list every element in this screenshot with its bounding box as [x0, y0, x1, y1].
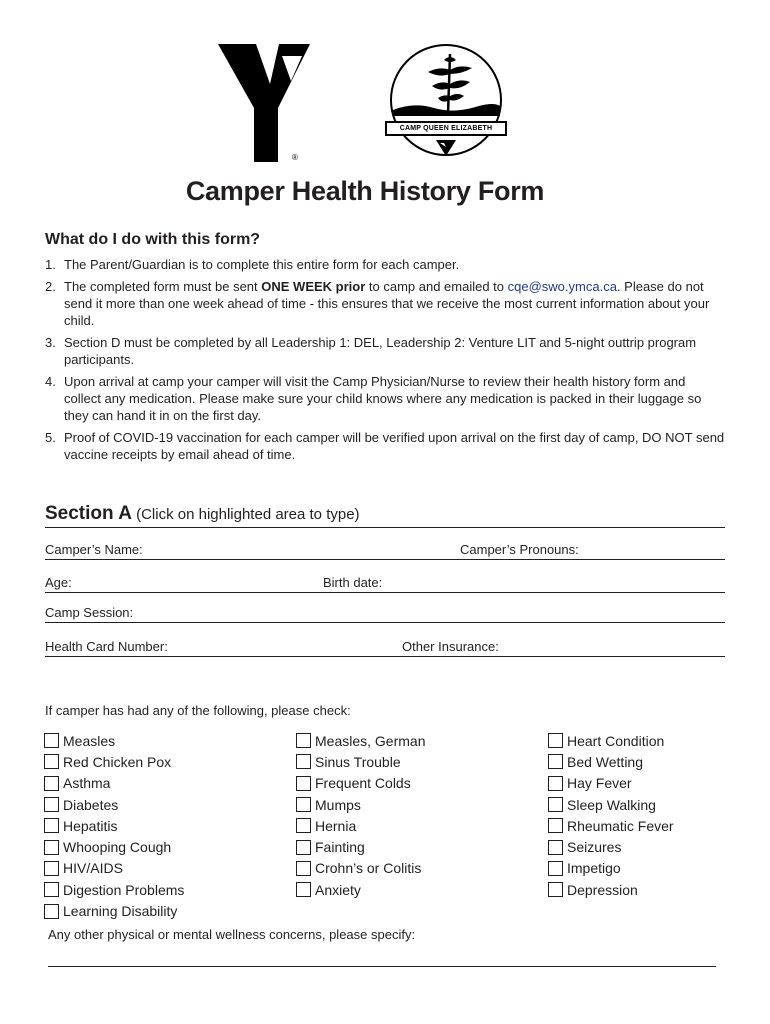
health-insurance-row	[45, 637, 725, 657]
instruction-list	[45, 256, 725, 468]
intro-heading: What do I do with this form?	[45, 231, 261, 248]
checklist-item[interactable]: Measles	[44, 730, 184, 751]
checkbox[interactable]	[44, 754, 59, 769]
checklist-column-2	[296, 730, 425, 900]
checkbox[interactable]	[296, 733, 311, 748]
checklist-item[interactable]: Red Chicken Pox	[44, 751, 184, 772]
checkbox[interactable]	[296, 776, 311, 791]
instruction-item: 5. Proof of COVID-19 vaccination for each camper will be verified upon arrival on the first day of camp, DO NOT send vaccine receipts by email ahead of time.	[45, 430, 725, 462]
other-concerns-field[interactable]	[48, 966, 716, 967]
camp-logo-text: CAMP QUEEN ELIZABETH	[399, 125, 493, 132]
checkbox[interactable]	[548, 861, 563, 876]
other-concerns-label: Any other physical or mental wellness concerns, please specify:	[48, 927, 416, 942]
checkbox[interactable]	[44, 882, 59, 897]
checklist-item[interactable]: Frequent Colds	[296, 773, 425, 794]
checkbox[interactable]	[44, 818, 59, 833]
checklist-item[interactable]: Hepatitis	[44, 815, 184, 836]
camp-session-row	[45, 603, 725, 623]
checklist-item[interactable]: Mumps	[296, 794, 425, 815]
checkbox[interactable]	[296, 754, 311, 769]
health-card-field[interactable]	[185, 637, 395, 656]
checklist-item[interactable]: Hernia	[296, 815, 425, 836]
campers-pronouns-field[interactable]	[590, 540, 725, 559]
checklist-item[interactable]: Learning Disability	[44, 900, 184, 921]
instruction-item: 1. The Parent/Guardian is to complete this entire form for each camper.	[45, 257, 460, 272]
checkbox[interactable]	[548, 818, 563, 833]
checklist-intro: If camper has had any of the following, please check:	[45, 703, 351, 718]
checklist-item[interactable]: Crohn’s or Colitis	[296, 858, 425, 879]
instruction-item: 4. Upon arrival at camp your camper will visit the Camp Physician/Nurse to review their health history form and collect any medication. Please make sure your child knows where any medication is packed in their luggage so they can hand it in on the first day.	[45, 374, 702, 423]
camp-queen-elizabeth-logo-icon	[384, 44, 508, 160]
checkbox[interactable]	[44, 733, 59, 748]
checklist-item[interactable]: Asthma	[44, 773, 184, 794]
birth-date-field[interactable]	[393, 573, 725, 592]
checkbox[interactable]	[296, 818, 311, 833]
checkbox[interactable]	[296, 882, 311, 897]
checklist-item[interactable]: Whooping Cough	[44, 836, 184, 857]
checkbox[interactable]	[44, 797, 59, 812]
section-a-heading: Section A (Click on highlighted area to type)	[45, 503, 725, 528]
checkbox[interactable]	[44, 776, 59, 791]
age-field[interactable]	[77, 573, 317, 592]
checklist-item[interactable]: HIV/AIDS	[44, 858, 184, 879]
email-link[interactable]: cqe@swo.ymca.ca	[507, 279, 617, 294]
checklist-item[interactable]: Seizures	[548, 836, 674, 857]
checklist-item[interactable]: Sleep Walking	[548, 794, 674, 815]
form-title: Camper Health History Form	[185, 176, 545, 206]
name-pronouns-row	[45, 540, 725, 560]
checklist-item[interactable]: Bed Wetting	[548, 751, 674, 772]
camp-session-label: Camp Session:	[45, 605, 134, 620]
checklist-item[interactable]: Depression	[548, 879, 674, 900]
other-insurance-label: Other Insurance:	[402, 639, 499, 654]
registered-mark: ®	[292, 153, 298, 162]
checkbox[interactable]	[548, 882, 563, 897]
checklist-item[interactable]: Measles, German	[296, 730, 425, 751]
checkbox[interactable]	[44, 904, 59, 919]
header-logos	[0, 44, 770, 162]
checkbox[interactable]	[296, 840, 311, 855]
checklist-column-3	[548, 730, 674, 900]
checkbox[interactable]	[296, 797, 311, 812]
checklist-item[interactable]: Fainting	[296, 836, 425, 857]
ymca-logo-icon	[218, 44, 310, 162]
checkbox[interactable]	[548, 797, 563, 812]
checkbox[interactable]	[44, 861, 59, 876]
checklist-item[interactable]: Rheumatic Fever	[548, 815, 674, 836]
checklist-item[interactable]: Heart Condition	[548, 730, 674, 751]
checklist-column-1	[44, 730, 184, 922]
age-label: Age:	[45, 575, 72, 590]
campers-name-label: Camper’s Name:	[45, 542, 143, 557]
checkbox[interactable]	[548, 754, 563, 769]
campers-pronouns-label: Camper’s Pronouns:	[460, 542, 579, 557]
checklist-item[interactable]: Digestion Problems	[44, 879, 184, 900]
checklist-item[interactable]: Anxiety	[296, 879, 425, 900]
checklist-item[interactable]: Sinus Trouble	[296, 751, 425, 772]
camp-session-field[interactable]	[145, 603, 725, 622]
instruction-item: 3. Section D must be completed by all Leadership 1: DEL, Leadership 2: Venture LIT and 5-night outtrip program participants.	[45, 335, 697, 367]
instruction-item: 2. The completed form must be sent ONE WEEK prior to camp and emailed to cqe@swo.ymca.ca. Please do not send it more than one week ahead of time - this ensures that we receive the most current information about your child.	[45, 279, 710, 328]
checkbox[interactable]	[548, 840, 563, 855]
checklist-item[interactable]: Diabetes	[44, 794, 184, 815]
checkbox[interactable]	[548, 776, 563, 791]
birth-date-label: Birth date:	[323, 575, 383, 590]
checkbox[interactable]	[548, 733, 563, 748]
checklist-item[interactable]: Impetigo	[548, 858, 674, 879]
health-card-label: Health Card Number:	[45, 639, 168, 654]
checkbox[interactable]	[44, 840, 59, 855]
age-birthdate-row	[45, 573, 725, 593]
other-insurance-field[interactable]	[515, 637, 725, 656]
checklist-item[interactable]: Hay Fever	[548, 773, 674, 794]
campers-name-field[interactable]	[157, 540, 457, 559]
checkbox[interactable]	[296, 861, 311, 876]
